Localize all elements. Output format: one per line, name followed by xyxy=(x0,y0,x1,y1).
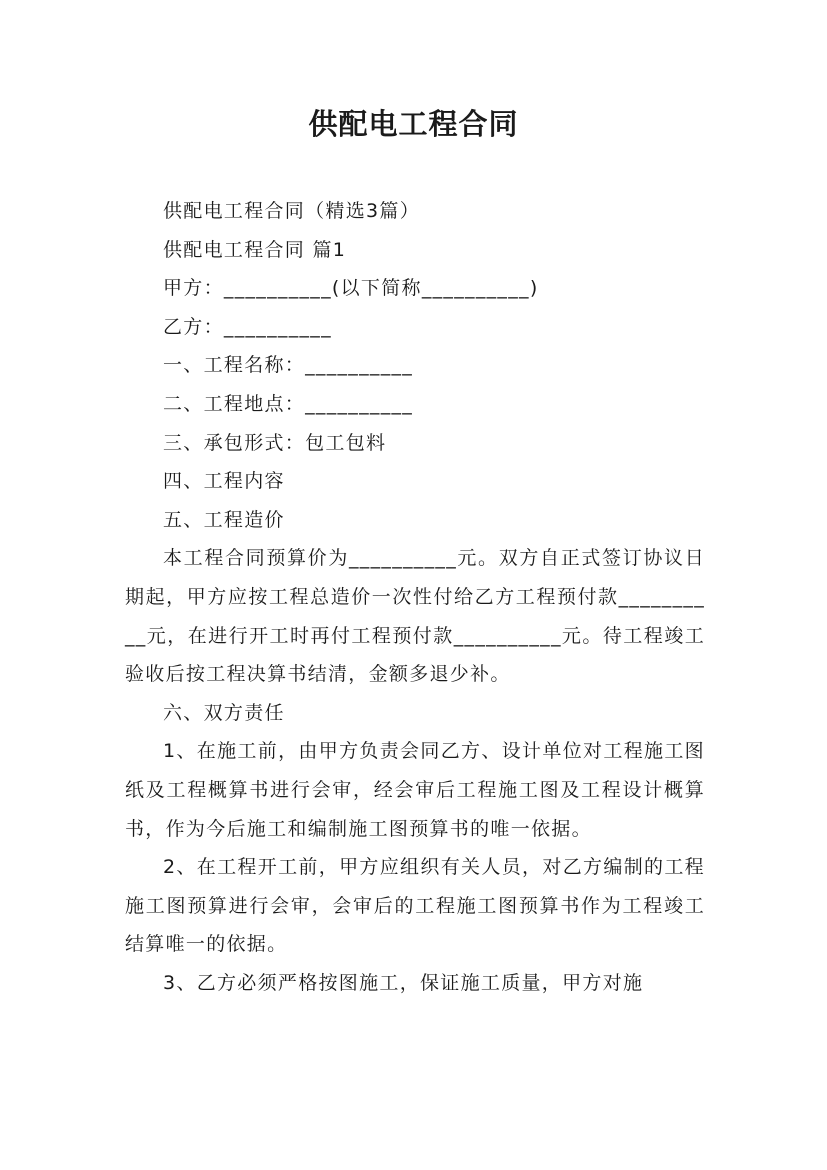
paragraph-responsibility-3: 3、乙方必须严格按图施工，保证施工质量，甲方对施 xyxy=(163,971,644,994)
paragraph-project-cost: 五、工程造价 xyxy=(163,508,285,531)
paragraph-responsibility-2: 2、在工程开工前，甲方应组织有关人员，对乙方编制的工程施工图预算进行会审，会审后的工程施工图预算书作为工程竣工结算唯一的依据。 xyxy=(125,856,705,956)
paragraph-project-name: 一、工程名称：__________ xyxy=(163,354,414,377)
paragraph-section-heading: 供配电工程合同 篇1 xyxy=(163,238,347,261)
document-body xyxy=(125,192,705,1002)
paragraph-cost-details: 本工程合同预算价为__________元。双方自正式签订协议日期起，甲方应按工程总造价一次性付给乙方工程预付款__________元，在进行开工时再付工程预付款__________元。待工程竣工验收后按工程决算书结清，金额多退少补。 xyxy=(125,547,705,686)
paragraph-contract-form: 三、承包形式：包工包料 xyxy=(163,431,387,454)
paragraph-party-a: 甲方：__________(以下简称__________) xyxy=(163,277,539,300)
document-title: 供配电工程合同 xyxy=(308,107,519,141)
paragraph-project-content: 四、工程内容 xyxy=(163,470,285,493)
paragraph-party-b: 乙方：__________ xyxy=(163,315,332,338)
paragraph-responsibilities: 六、双方责任 xyxy=(163,701,285,724)
paragraph-project-location: 二、工程地点：__________ xyxy=(163,392,414,415)
paragraph-responsibility-1: 1、在施工前，由甲方负责会同乙方、设计单位对工程施工图纸及工程概算书进行会审，经会审后工程施工图及工程设计概算书，作为今后施工和编制施工图预算书的唯一依据。 xyxy=(125,740,705,840)
paragraph-subtitle: 供配电工程合同（精选3篇） xyxy=(163,200,420,222)
